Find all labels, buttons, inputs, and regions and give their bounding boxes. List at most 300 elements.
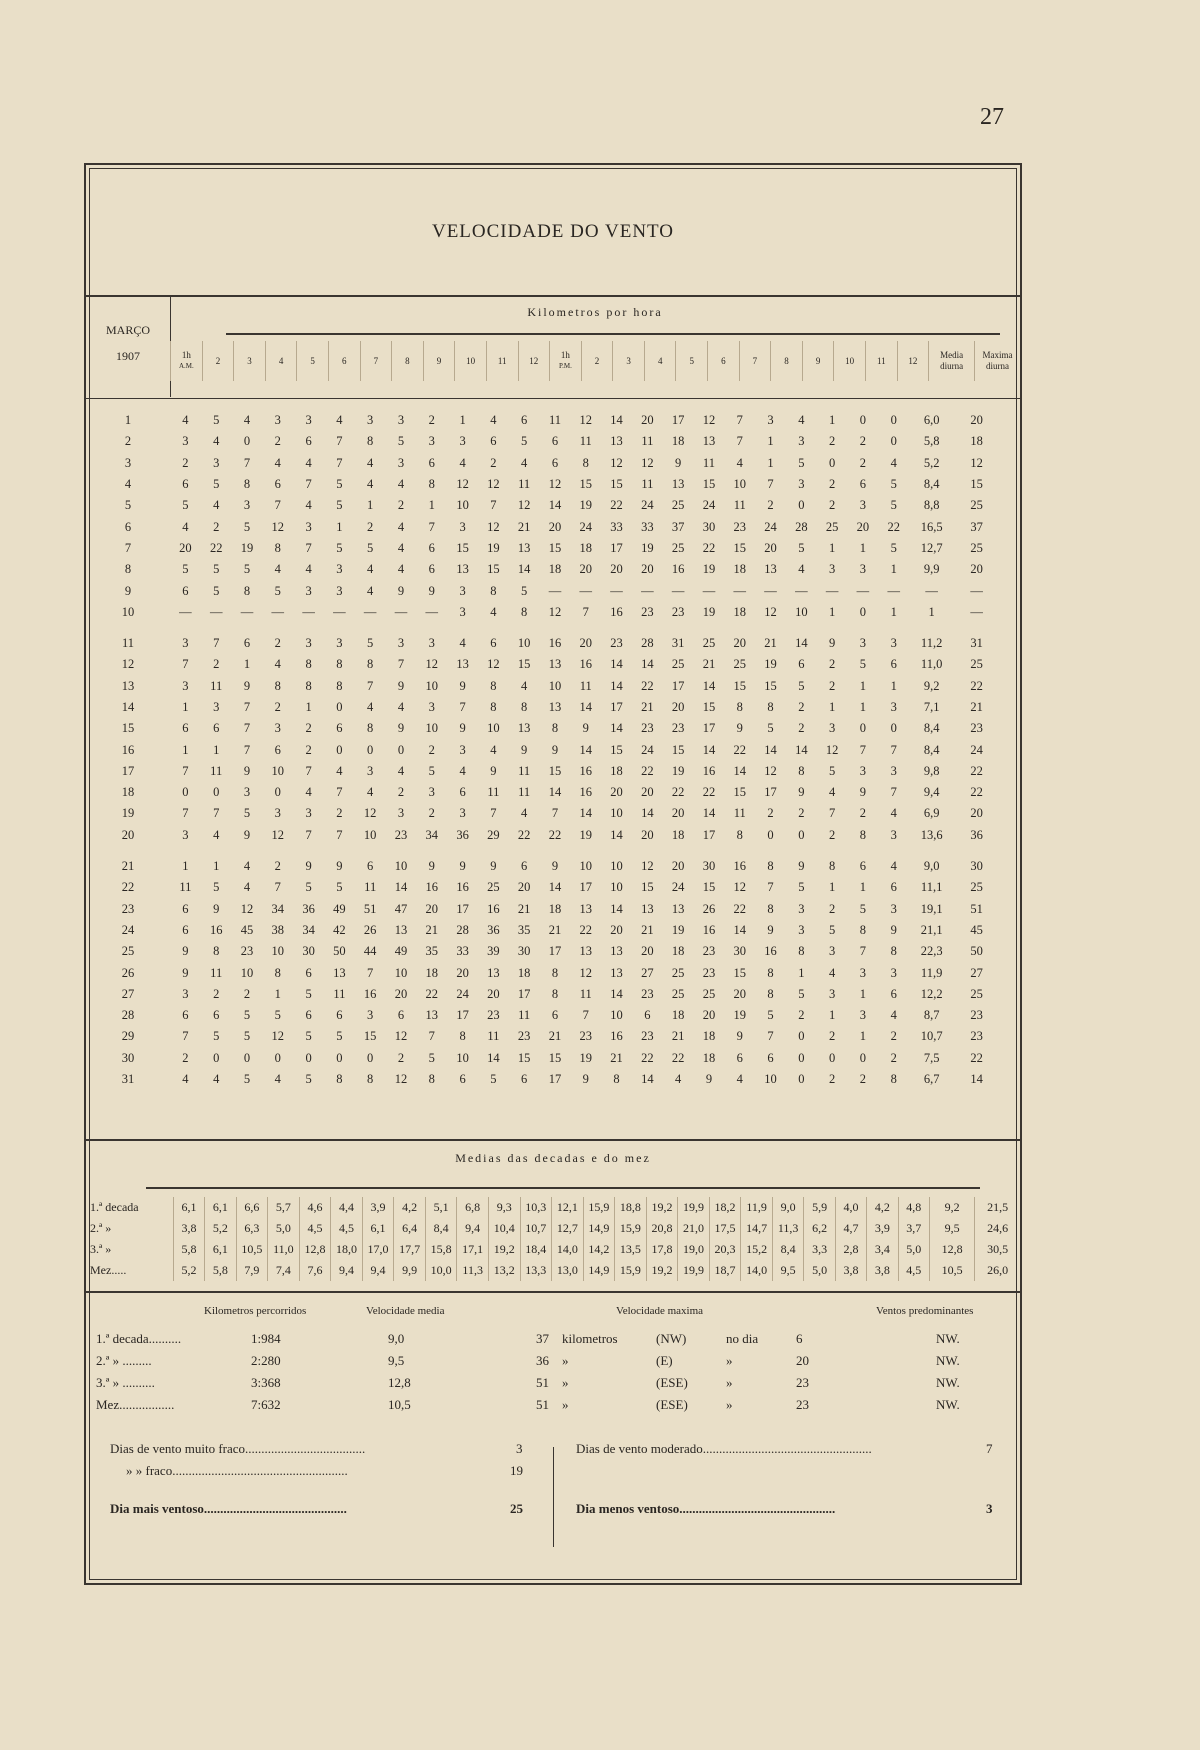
hour-cell: 2	[859, 434, 867, 449]
hour-cell: 4	[274, 657, 281, 672]
maxima-cell: 37	[970, 519, 983, 534]
hour-cell: 15	[733, 785, 746, 800]
hour-header: 10	[455, 341, 487, 381]
hour-cell: 2	[305, 742, 312, 757]
summary-header-media: Velocidade media	[366, 1305, 445, 1317]
table-divider	[86, 1139, 1020, 1141]
hour-cell: 4	[367, 583, 374, 598]
hour-cell: 28	[456, 922, 469, 937]
hour-cell: 6	[736, 1050, 743, 1065]
hour-cell: 5	[305, 1072, 312, 1087]
maxima-cell: 25	[970, 986, 983, 1001]
hour-cell: 0	[798, 1050, 805, 1065]
media-cell: 12,7	[920, 540, 943, 555]
hour-cell: 7	[859, 944, 867, 959]
means-cell: 18,4	[520, 1239, 552, 1260]
hour-cell: 2	[428, 742, 435, 757]
hour-cell: 13	[641, 901, 654, 916]
day-cell: 8	[124, 562, 132, 577]
hour-cell: 39	[487, 944, 500, 959]
summary-dir: (NW)	[656, 1331, 687, 1346]
hour-cell: 3	[305, 583, 312, 598]
table-row	[86, 877, 999, 898]
hour-cell: 7	[767, 880, 774, 895]
hour-header: 1h P.M.	[550, 341, 582, 381]
hour-cell: 6	[243, 636, 251, 651]
hour-cell: 0	[859, 1050, 867, 1065]
hour-cell: 5	[305, 880, 312, 895]
hour-cell: 7	[305, 827, 312, 842]
hour-cell: 13	[764, 562, 777, 577]
dia-mais-ventoso-value: 25	[510, 1501, 523, 1516]
hour-header: 3	[234, 341, 266, 381]
means-cell: 8,4	[772, 1239, 804, 1260]
hour-cell: 15	[610, 742, 623, 757]
hour-cell: 4	[182, 519, 189, 534]
means-label: Mez.....	[90, 1263, 127, 1277]
hour-cell: 20	[394, 986, 408, 1001]
hour-cell: 3	[459, 806, 466, 821]
hour-cell: 5	[213, 413, 220, 428]
hour-cell: 2	[798, 1008, 805, 1023]
day-cell: 21	[121, 859, 135, 874]
hour-cell: 4	[736, 1072, 743, 1087]
day-cell: 20	[121, 827, 135, 842]
hour-cell: 2	[182, 455, 189, 470]
hour-cell: 45	[240, 922, 254, 937]
hour-cell: 18	[733, 604, 746, 619]
hour-cell: 1	[182, 742, 189, 757]
media-cell: 11,1	[920, 880, 943, 895]
hour-cell: 9	[859, 785, 867, 800]
hour-cell: —	[425, 604, 439, 619]
hour-cell: 15	[363, 1029, 377, 1044]
maxima-cell: —	[970, 583, 983, 598]
hour-cell: 14	[641, 1072, 654, 1087]
day-cell: 11	[121, 636, 135, 651]
muito-fraco-label: Dias de vento muito fraco.....................................	[110, 1441, 366, 1456]
day-cell: 6	[124, 519, 132, 534]
means-label: 3.ª »	[90, 1242, 112, 1256]
hour-cell: 24	[456, 986, 469, 1001]
hour-cell: 2	[798, 721, 805, 736]
hour-cell: 4	[675, 1072, 682, 1087]
table-row	[86, 984, 999, 1005]
hour-cell: 3	[274, 721, 281, 736]
hour-cell: 4	[397, 562, 405, 577]
hour-cell: 3	[182, 636, 189, 651]
means-cell: 6,1	[205, 1197, 236, 1218]
maxima-cell: 23	[970, 1029, 983, 1044]
hour-cell: 20	[456, 965, 469, 980]
hour-cell: 7	[397, 657, 405, 672]
summary-label: 3.ª » ..........	[96, 1375, 155, 1390]
hour-cell: 7	[459, 700, 466, 714]
hour-cell: 22	[671, 1050, 685, 1065]
hour-cell: 6	[182, 583, 189, 598]
summary-dia-label: »	[726, 1397, 733, 1412]
means-cell: 5,8	[173, 1239, 204, 1260]
means-cell: 14,2	[583, 1239, 615, 1260]
hour-cell: 5	[213, 562, 220, 577]
hour-cell: 12	[702, 413, 716, 428]
hour-cell: 11	[364, 880, 377, 895]
hour-cell: 15	[610, 477, 623, 492]
means-cell: 19,2	[488, 1239, 520, 1260]
table-row	[86, 474, 999, 495]
hour-cell: —	[363, 604, 377, 619]
hour-cell: 23	[733, 519, 746, 534]
hour-cell: 2	[274, 859, 281, 874]
means-cell: 11,3	[772, 1218, 804, 1239]
dia-menos-ventoso-label: Dia menos ventoso................................................	[576, 1501, 836, 1516]
hour-cell: 15	[702, 880, 716, 895]
hour-cell: 2	[767, 806, 774, 821]
hour-cell: 3	[397, 636, 405, 651]
hour-cell: 12	[579, 413, 592, 428]
hour-cell: 22	[702, 785, 716, 800]
maxima-cell: 14	[970, 1072, 983, 1087]
media-cell: 9,9	[923, 562, 940, 577]
month-name: MARÇO	[105, 323, 150, 337]
summary-media: 9,5	[388, 1353, 405, 1368]
dia-menos-ventoso-value: 3	[986, 1501, 993, 1516]
table-row	[86, 1069, 999, 1090]
means-cell: 17,0	[362, 1239, 394, 1260]
hour-cell: 34	[271, 901, 285, 916]
hour-cell: 23	[487, 1008, 500, 1023]
maxima-cell: 22	[970, 785, 983, 800]
hour-cell: 19	[240, 540, 254, 555]
hour-cell: 6	[644, 1008, 651, 1023]
hour-cell: 9	[829, 636, 836, 651]
hour-cell: 22	[610, 498, 623, 513]
hour-cell: 6	[490, 434, 497, 449]
hour-cell: 5	[428, 1050, 435, 1065]
means-cell: 8,4	[425, 1218, 457, 1239]
hour-cell: 4	[305, 455, 312, 470]
hour-cell: 8	[367, 721, 374, 736]
hour-cell: 13	[702, 434, 716, 449]
media-cell: 7,5	[923, 1050, 940, 1065]
hour-cell: 4	[736, 455, 743, 470]
hour-cell: 7	[336, 827, 343, 842]
hour-cell: 4	[459, 636, 466, 651]
hour-cell: 2	[829, 1072, 836, 1087]
hour-cell: —	[271, 604, 285, 619]
hour-cell: 8	[428, 477, 435, 492]
hour-cell: 23	[641, 721, 654, 736]
hour-cell: 14	[579, 742, 592, 757]
hour-cell: 13	[394, 922, 408, 937]
table-row	[86, 1005, 999, 1026]
means-row	[86, 1260, 1020, 1281]
summary-dia: 23	[796, 1397, 809, 1412]
hour-cell: 31	[671, 636, 685, 651]
hour-cell: 19	[641, 540, 654, 555]
hour-cell: 5	[243, 1029, 251, 1044]
hour-cell: 10	[548, 678, 562, 693]
hour-cell: 21	[610, 1050, 623, 1065]
hour-cell: 3	[367, 413, 374, 428]
header-divider	[86, 398, 1020, 399]
hour-cell: 9	[397, 721, 405, 736]
maxima-cell: 51	[970, 901, 983, 916]
hour-cell: 12	[764, 763, 777, 778]
hour-cell: 19	[579, 827, 592, 842]
means-cell: 15,9	[615, 1218, 647, 1239]
hour-cell: 8	[274, 678, 281, 693]
hour-cell: 13	[548, 657, 562, 672]
hour-cell: 19	[764, 657, 777, 672]
hour-cell: —	[179, 604, 192, 619]
media-cell: 1	[928, 604, 935, 619]
fraco-value: 19	[510, 1463, 523, 1478]
hour-cell: 24	[579, 519, 592, 534]
means-cell: 10,3	[520, 1197, 552, 1218]
means-cell: 3,9	[867, 1218, 898, 1239]
hour-cell: 6	[551, 434, 559, 449]
hour-cell: 8	[859, 922, 867, 937]
hour-cell: 13	[425, 1008, 439, 1023]
hour-cell: 3	[428, 785, 435, 800]
means-cell: 12,1	[552, 1197, 584, 1218]
table-row	[86, 559, 999, 580]
hour-cell: 25	[825, 519, 839, 534]
hour-cell: 21	[517, 901, 531, 916]
hour-cell: 7	[182, 806, 189, 821]
group-header-rule	[226, 333, 1000, 335]
summary-label: Mez.................	[96, 1397, 175, 1412]
hour-cell: 4	[397, 763, 405, 778]
hour-cell: 7	[367, 965, 374, 980]
summary-vento: NW.	[936, 1397, 960, 1412]
hour-cell: 15	[456, 540, 469, 555]
hour-cell: 8	[613, 1072, 620, 1087]
maxima-cell: 25	[970, 540, 983, 555]
hour-cell: 14	[548, 498, 562, 513]
day-cell: 3	[124, 455, 132, 470]
hour-cell: 6	[182, 1008, 189, 1023]
hour-cell: 18	[702, 1050, 716, 1065]
hour-cell: 6	[859, 477, 867, 492]
day-cell: 29	[121, 1029, 135, 1044]
hour-cell: 7	[243, 700, 251, 714]
maxima-cell: 50	[970, 944, 983, 959]
hour-cell: 8	[336, 1072, 343, 1087]
hour-cell: 2	[428, 413, 435, 428]
hour-cell: 15	[733, 965, 746, 980]
hour-cell: 23	[517, 1029, 531, 1044]
means-cell: 5,0	[268, 1218, 300, 1239]
hour-cell: 13	[610, 434, 623, 449]
hour-cell: 2	[397, 498, 405, 513]
means-cell: 14,9	[583, 1218, 615, 1239]
hour-cell: 3	[890, 901, 897, 916]
hour-cell: 4	[182, 1072, 189, 1087]
means-cell: 3,8	[835, 1260, 866, 1281]
hour-cell: 2	[829, 498, 836, 513]
media-cell: 12,2	[920, 986, 943, 1001]
table-row	[86, 899, 999, 920]
means-cell: 19,2	[646, 1260, 678, 1281]
day-cell: 2	[124, 434, 132, 449]
hour-cell: 0	[798, 1029, 805, 1044]
hour-header: 12	[897, 341, 929, 381]
hour-cell: 16	[671, 562, 685, 577]
means-cell: 4,8	[898, 1197, 929, 1218]
hour-header: 12	[518, 341, 550, 381]
hour-cell: 4	[829, 785, 836, 800]
hour-cell: 16	[548, 636, 562, 651]
month-label	[86, 317, 170, 369]
hour-cell: 7	[274, 880, 281, 895]
hour-cell: 11	[518, 1008, 531, 1023]
hour-cell: 7	[336, 455, 343, 470]
hour-cell: 14	[610, 413, 623, 428]
hour-cell: 11	[641, 477, 654, 492]
hour-cell: —	[856, 583, 870, 598]
hour-cell: 22	[548, 827, 562, 842]
means-cell: 19,9	[678, 1197, 710, 1218]
means-cell: 13,5	[615, 1239, 647, 1260]
hour-cell: 11	[210, 965, 223, 980]
hour-cell: 3	[428, 434, 435, 449]
hour-cell: 2	[428, 806, 435, 821]
hour-cell: 11	[333, 986, 346, 1001]
hour-cell: 2	[798, 806, 805, 821]
hour-cell: 8	[767, 986, 774, 1001]
hour-cell: 6	[367, 859, 374, 874]
hour-cell: 4	[490, 742, 497, 757]
hour-cell: 25	[733, 657, 746, 672]
hour-cell: 1	[829, 413, 836, 428]
day-cell: 23	[121, 901, 135, 916]
hour-cell: 5	[890, 498, 897, 513]
hour-cell: 30	[702, 859, 716, 874]
hour-cell: 1	[890, 562, 897, 577]
hour-cell: 2	[213, 986, 220, 1001]
hour-cell: 2	[767, 498, 774, 513]
hour-cell: 17	[610, 700, 623, 714]
hour-cell: 14	[610, 721, 623, 736]
hour-cell: 0	[336, 1050, 343, 1065]
hour-header: 4	[644, 341, 676, 381]
summary-max: 37	[536, 1331, 549, 1346]
hour-cell: 3	[336, 583, 343, 598]
summary-km: 7:632	[251, 1397, 281, 1412]
hour-cell: 7	[428, 519, 435, 534]
hour-cell: 5	[798, 986, 805, 1001]
hour-cell: 4	[490, 413, 497, 428]
hour-cell: 3	[829, 562, 836, 577]
hour-cell: 5	[182, 498, 189, 513]
hour-cell: 50	[333, 944, 346, 959]
hour-cell: 16	[456, 880, 469, 895]
hour-cell: 6	[521, 859, 528, 874]
hour-cell: 7	[736, 413, 743, 428]
hour-cell: 0	[213, 1050, 220, 1065]
means-cell: 17,1	[457, 1239, 489, 1260]
hour-cell: 20	[764, 540, 777, 555]
hour-cell: 4	[890, 455, 897, 470]
hour-cell: 5	[428, 763, 435, 778]
hour-cell: 5	[367, 540, 374, 555]
hour-cell: 8	[521, 700, 528, 714]
media-cell: 21,1	[920, 922, 943, 937]
media-cell: 9,4	[923, 785, 940, 800]
table-row	[86, 1048, 999, 1069]
hour-cell: 14	[764, 742, 777, 757]
hour-cell: 19	[579, 1050, 592, 1065]
table-row	[86, 856, 999, 877]
hour-cell: 6	[459, 785, 466, 800]
hour-cell: 6	[490, 636, 497, 651]
hour-cell: —	[579, 583, 592, 598]
means-cell: 14,0	[552, 1239, 584, 1260]
day-cell: 4	[124, 477, 132, 492]
hour-cell: 15	[702, 700, 716, 714]
hour-cell: 23	[641, 986, 654, 1001]
hour-cell: 4	[213, 1072, 220, 1087]
hour-cell: 5	[243, 562, 251, 577]
hour-cell: 20	[856, 519, 870, 534]
hour-cell: 22	[887, 519, 900, 534]
hour-cell: 1	[767, 434, 774, 449]
maxima-cell: 18	[970, 434, 983, 449]
hour-cell: 2	[182, 1050, 189, 1065]
media-cell: 11,0	[920, 657, 943, 672]
hour-cell: 0	[767, 827, 774, 842]
hour-cell: —	[887, 583, 900, 598]
hour-cell: 18	[671, 434, 685, 449]
decade-gap	[86, 623, 999, 633]
hour-cell: 22	[733, 901, 746, 916]
hour-cell: 3	[367, 763, 374, 778]
hour-cell: 3	[305, 636, 312, 651]
hour-cell: 7	[890, 785, 897, 800]
hour-cell: 15	[548, 540, 562, 555]
hour-cell: 0	[243, 1050, 251, 1065]
maxima-cell: 31	[970, 636, 983, 651]
hour-cell: 2	[274, 636, 281, 651]
hour-cell: 0	[336, 700, 343, 714]
hour-cell: 15	[548, 1050, 562, 1065]
maxima-cell: 15	[970, 477, 983, 492]
hour-cell: 3	[367, 1008, 374, 1023]
hour-cell: 6	[521, 1072, 528, 1087]
hour-cell: 11	[518, 785, 531, 800]
hour-cell: 8	[521, 604, 528, 619]
hour-cell: 9	[521, 742, 528, 757]
means-cell: 6,4	[394, 1218, 426, 1239]
hour-cell: 14	[394, 880, 408, 895]
hour-cell: 15	[548, 763, 562, 778]
maxima-cell: 20	[970, 806, 983, 821]
hour-header: 8	[771, 341, 803, 381]
hour-cell: 10	[425, 678, 439, 693]
hour-cell: 24	[671, 880, 685, 895]
hour-cell: 18	[733, 562, 746, 577]
summary-unit: »	[562, 1353, 569, 1368]
hour-cell: 2	[213, 519, 220, 534]
means-row	[86, 1239, 1020, 1260]
hour-cell: 0	[890, 413, 897, 428]
hour-cell: 10	[610, 1008, 623, 1023]
hour-header: 7	[739, 341, 771, 381]
hour-cell: 19	[487, 540, 500, 555]
hour-cell: 16	[579, 657, 592, 672]
